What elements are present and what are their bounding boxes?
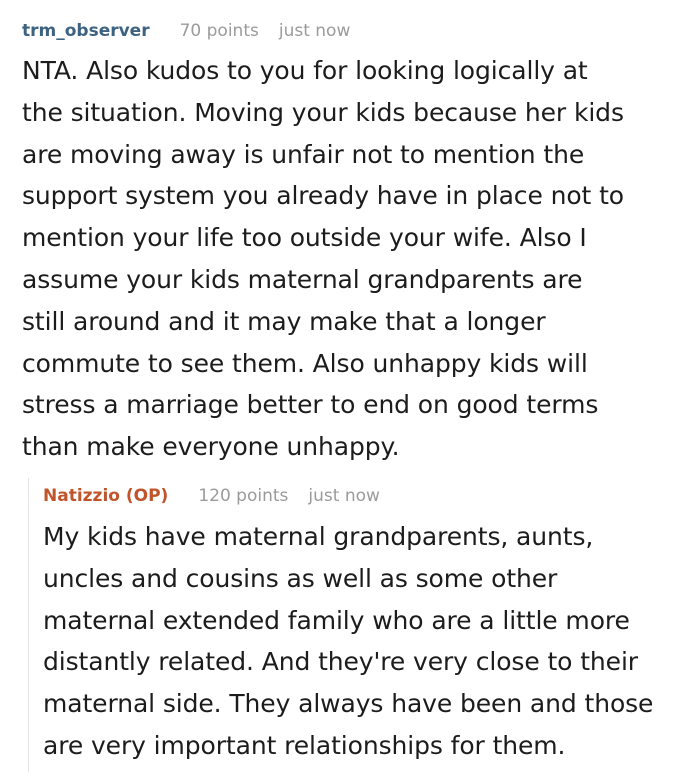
comment-line: support system you already have in place not to: [22, 181, 624, 211]
comment-line: mention your life too outside your wife. Also I: [22, 223, 587, 253]
comment-line: uncles and cousins as well as some other: [43, 563, 558, 593]
comment-meta: [22, 18, 682, 44]
comment-line: NTA. Also kudos to you for looking logically at: [22, 56, 588, 85]
comment-username[interactable]: trm_observer: [22, 21, 150, 41]
comment-body: [22, 50, 682, 468]
comment-line: maternal side. They always have been and those: [43, 689, 654, 719]
comment-body: [43, 516, 693, 767]
comment-meta: [43, 483, 693, 509]
comment-line: than make everyone unhappy.: [22, 432, 400, 462]
comment: [22, 18, 682, 468]
comment-line: My kids have maternal grandparents, aunts,: [43, 522, 594, 551]
comment-points: 120 points: [198, 486, 289, 506]
reply-comment: [43, 483, 693, 767]
comment-line: are moving away is unfair not to mention the: [22, 139, 585, 169]
comment-line: the situation. Moving your kids because her kids: [22, 97, 624, 127]
reply-thread-line: [28, 478, 29, 772]
comment-line: stress a marriage better to end on good terms: [22, 390, 599, 420]
comment-line: still around and it may make that a longer: [22, 306, 546, 336]
comment-timestamp: just now: [278, 21, 351, 41]
comment-username-op[interactable]: Natizzio (OP): [43, 486, 169, 506]
comment-line: are very important relationships for them.: [43, 730, 566, 760]
comment-line: distantly related. And they're very close to their: [43, 647, 638, 677]
comment-line: maternal extended family who are a little more: [43, 605, 630, 635]
comment-timestamp: just now: [308, 486, 380, 506]
comment-line: commute to see them. Also unhappy kids will: [22, 348, 588, 378]
comment-points: 70 points: [179, 21, 259, 41]
comment-line: assume your kids maternal grandparents are: [22, 264, 583, 294]
